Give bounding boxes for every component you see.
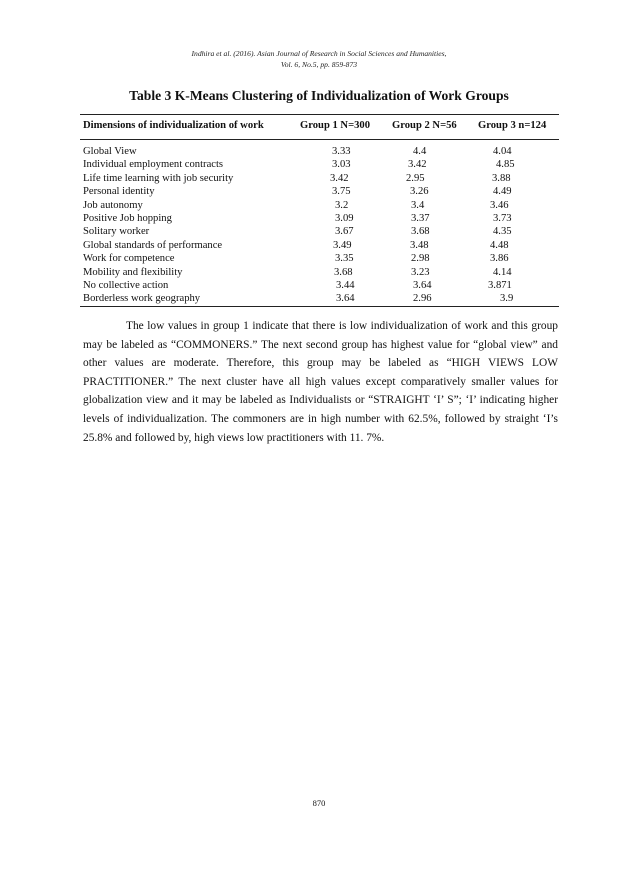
cell-group-2: 3.37 (411, 212, 430, 224)
cell-group-2: 3.64 (413, 279, 432, 291)
table-body (0, 145, 638, 306)
cell-group-1: 3.2 (335, 199, 349, 211)
cell-dimension: Solitary worker (83, 226, 150, 238)
column-header-group-2: Group 2 N=56 (392, 120, 457, 131)
cell-group-2: 2.96 (413, 293, 432, 305)
cell-group-1: 3.68 (334, 266, 353, 278)
cell-group-3: 4.14 (493, 266, 512, 278)
cell-dimension: Global standards of performance (83, 239, 223, 251)
cell-group-2: 3.23 (411, 266, 430, 278)
cell-dimension: Global View (83, 146, 137, 157)
cell-group-3: 4.49 (493, 186, 512, 198)
cell-dimension: Positive Job hopping (83, 212, 172, 224)
running-header-volume: Vol. 6, No.5, pp. 859-873 (280, 59, 358, 69)
cell-group-1: 3.42 (330, 172, 349, 184)
cell-dimension: Mobility and flexibility (83, 266, 183, 278)
running-header (0, 49, 638, 70)
table-row (0, 292, 638, 305)
table-row (0, 145, 638, 158)
cell-dimension: Borderless work geography (83, 293, 201, 305)
table-row (0, 279, 638, 292)
cell-group-2: 3.42 (408, 159, 427, 171)
cell-dimension: No collective action (83, 279, 169, 291)
cell-group-1: 3.64 (336, 293, 355, 305)
column-header-group-1: Group 1 N=300 (300, 120, 371, 131)
cell-group-1: 3.67 (335, 226, 354, 238)
table-row (0, 252, 638, 265)
cell-group-1: 3.49 (333, 239, 352, 251)
table-row (0, 172, 638, 185)
table-row (0, 225, 638, 238)
cell-group-3: 3.86 (490, 253, 509, 265)
column-header-group-3: Group 3 n=124 (478, 120, 547, 131)
cell-group-1: 3.44 (336, 279, 355, 291)
cell-group-3: 4.85 (496, 159, 515, 171)
table-row (0, 158, 638, 171)
cell-group-3: 3.9 (500, 293, 514, 305)
cell-dimension: Job autonomy (83, 199, 143, 211)
page-number: 870 (312, 798, 326, 808)
table-title: Table 3 K-Means Clustering of Individualization of Work Groups (129, 88, 509, 103)
table-row (0, 212, 638, 225)
cell-group-1: 3.09 (335, 212, 354, 224)
table-header-rule (80, 139, 559, 140)
cell-group-2: 2.95 (406, 172, 425, 184)
cell-group-2: 3.48 (410, 239, 429, 251)
cell-group-2: 4.4 (413, 146, 427, 157)
cell-group-1: 3.33 (332, 146, 351, 157)
cell-group-2: 3.26 (410, 186, 429, 198)
column-header-dimensions: Dimensions of individualization of work (83, 120, 264, 131)
cell-group-2: 3.68 (411, 226, 430, 238)
cell-group-2: 3.4 (411, 199, 425, 211)
table-row (0, 266, 638, 279)
cell-dimension: Work for competence (83, 253, 175, 265)
cell-group-3: 3.46 (490, 199, 509, 211)
table-row (0, 239, 638, 252)
cell-group-3: 4.35 (493, 226, 512, 238)
cell-group-1: 3.03 (332, 159, 351, 171)
cell-group-1: 3.35 (335, 253, 354, 265)
cell-group-1: 3.75 (332, 186, 351, 198)
cell-dimension: Life time learning with job security (83, 172, 234, 184)
table-row (0, 199, 638, 212)
cell-dimension: Individual employment contracts (83, 159, 224, 171)
table-bottom-rule (80, 306, 559, 307)
cell-group-3: 4.04 (493, 146, 512, 157)
cell-group-3: 3.871 (488, 279, 512, 291)
cell-dimension: Personal identity (83, 186, 155, 198)
cell-group-3: 4.48 (490, 239, 509, 251)
cell-group-3: 3.88 (492, 172, 511, 184)
table-row (0, 185, 638, 198)
cell-group-3: 3.73 (493, 212, 512, 224)
body-paragraph: The low values in group 1 indicate that there is low individualization of work and this group may be labeled as “COMMONERS.” The next second group has highest value for “global view” and other values are moderate. Therefore, this group may be labeled as “HIGH VIEWS LOW PRACTITIONER.” The next cluster have all high values except comparatively smaller values for globalization view and it may be labeled as Individualists or “STRAIGHT ‘I’ S”; ‘I’ indicating higher levels of individualization. The commoners are in high number with 62.5%, followed by straight ‘I’s 25.8% and followed by, high views low practitioners with 11. 7%. (83, 320, 558, 444)
cell-group-2: 2.98 (411, 253, 430, 265)
running-header-citation: Indhira et al. (2016). Asian Journal of Research in Social Sciences and Humanities, (191, 49, 447, 58)
table-top-rule (80, 114, 559, 115)
